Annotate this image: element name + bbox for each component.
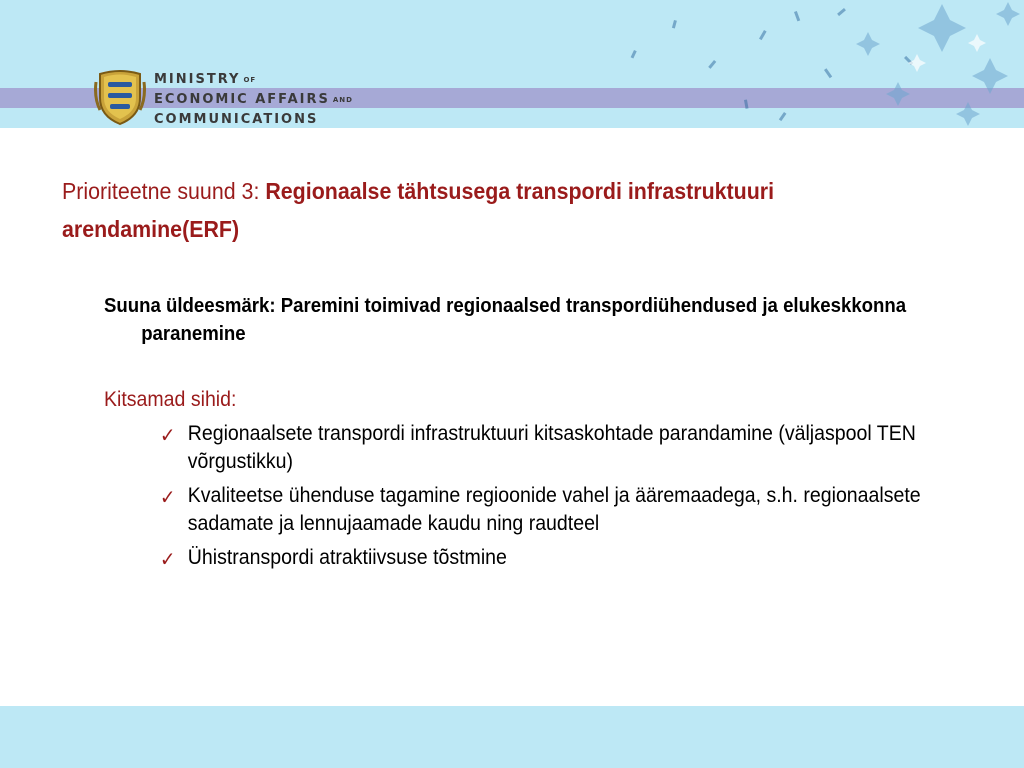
objectives-list [158,420,958,578]
logo-small-and: AND [332,96,353,104]
logo-small-of: OF [243,76,257,84]
slide-title-prefix: Prioriteetne suund 3: [62,178,266,204]
overall-goal: Suuna üldeesmärk: Paremini toimivad regionaalsed transpordiühendused ja elukeskkonna paranemine [104,295,907,345]
check-mark-icon: ✓ [159,425,176,447]
list-item-text: Ühistranspordi atraktiivsuse tõstmine [187,546,507,569]
estonian-coat-of-arms-icon [94,68,146,126]
ministry-logo [94,68,394,128]
list-item-text: Kvaliteetse ühenduse tagamine regioonide vahel ja ääremaadega, s.h. regionaalsete sadamate ja lennujaamade kaudu ning raudteel [187,484,921,535]
snowflake-pattern-decoration [464,0,1024,128]
slide-title [62,172,899,248]
objectives-heading: Kitsamad sihid: [104,388,237,411]
list-item-text: Regionaalsete transpordi infrastruktuuri kitsaskohtade parandamine (väljaspool TEN võrgustikku) [187,422,916,473]
check-mark-icon: ✓ [159,487,176,509]
check-mark-icon: ✓ [159,549,176,571]
ministry-wordmark [154,70,353,128]
list-item [158,544,958,572]
footer-band [0,706,1024,768]
logo-line-ministry: MINISTRY [154,72,241,87]
logo-line-economic-affairs: ECONOMIC AFFAIRS [154,92,330,107]
slide-title-bold: Regionaalse tähtsusega transpordi infrastruktuuri arendamine(ERF) [62,178,775,242]
logo-line-communications: COMMUNICATIONS [154,112,319,127]
header-band [0,0,1024,128]
list-item [158,420,958,476]
list-item [158,482,958,538]
